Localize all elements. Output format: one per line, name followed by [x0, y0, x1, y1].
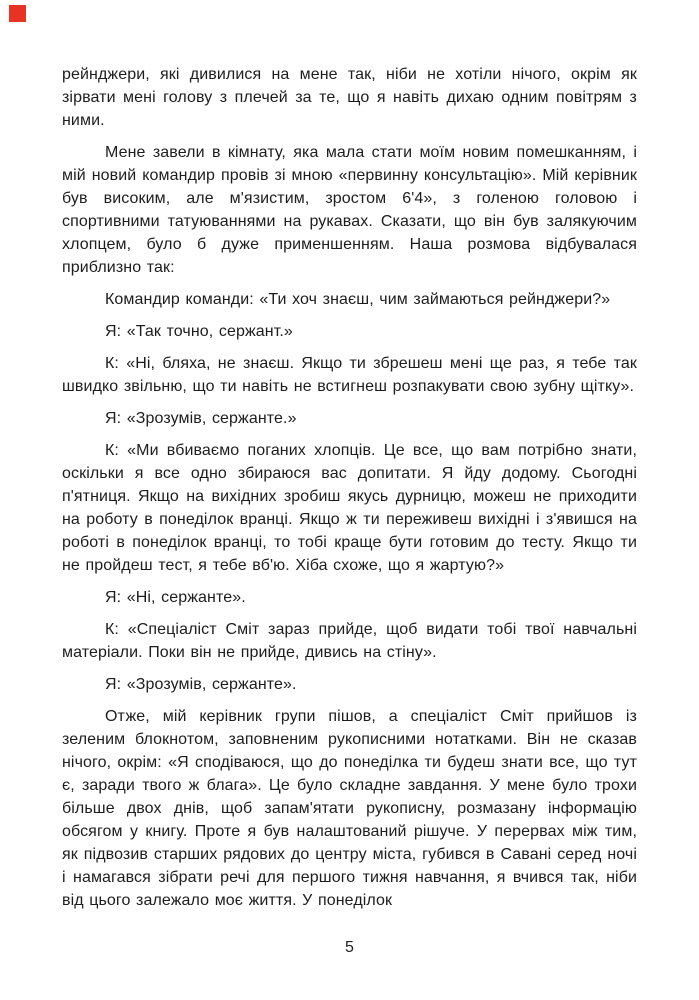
red-marker [9, 5, 26, 22]
paragraph: рейнджери, які дивилися на мене так, ніби не хотіли нічого, окрім як зірвати мені голову з плечей за те, що я навіть дихаю одним повітрям з ними. [62, 66, 637, 129]
paragraph: Я: «Ні, сержанте». [105, 589, 246, 606]
paragraph: Отже, мій керівник групи пішов, а спеціаліст Сміт прийшов із зеленим блокнотом, заповненим рукописними нотатками. Він не сказав нічого, окрім: «Я сподіваюся, що до понеділка ти будеш знати все, що тут є, заради твого ж блага». Це було складне завдання. У мене було трохи більше двох днів, щоб запам'ятати рукописну, розмазану інформацію обсягом у книгу. Проте я був налаштований рішуче. У перервах між тим, як підвозив старших рядових до центру міста, губився в Савані серед ночі і намагався зібрати речі для першого тижня навчання, я вчився так, ніби від цього залежало моє життя. У понеділок [62, 708, 637, 909]
paragraph: Командир команди: «Ти хоч знаєш, чим займаються рейнджери?» [105, 291, 611, 308]
paragraph: Я: «Зрозумів, сержанте.» [105, 410, 297, 427]
paragraph: К: «Ні, бляха, не знаєш. Якщо ти збрешеш мені ще раз, я тебе так швидко звільню, що ти навіть не встигнеш розпакувати свою зубну щітку». [62, 355, 637, 395]
page-body-text [62, 63, 637, 921]
paragraph: К: «Спеціаліст Сміт зараз прийде, щоб видати тобі твої навчальні матеріали. Поки він не прийде, дивись на стіну». [62, 621, 637, 661]
page-number: 5 [345, 939, 354, 956]
paragraph: Мене завели в кімнату, яка мала стати моїм новим помешканням, і мій новий командир провів зі мною «первинну консультацію». Мій керівник був високим, але м'язистим, зростом 6'4», з голеною головою і спортивними татуюваннями на рукавах. Сказати, що він був залякуючим хлопцем, було б дуже применшенням. Наша розмова відбувалася приблизно так: [62, 144, 637, 276]
paragraph: Я: «Так точно, сержант.» [105, 323, 293, 340]
paragraph: Я: «Зрозумів, сержанте». [105, 676, 297, 693]
paragraph: К: «Ми вбиваємо поганих хлопців. Це все, що вам потрібно знати, оскільки я все одно збираюся вас допитати. Я йду додому. Сьогодні п'ятниця. Якщо на вихідних зробиш якусь дурницю, можеш не приходити на роботу в понеділок вранці. Якщо ж ти переживеш вихідні і з'явишся на роботі в понеділок вранці, то тобі краще бути готовим до тесту. Якщо ти не пройдеш тест, я тебе вб'ю. Хіба схоже, що я жартую?» [62, 442, 637, 574]
